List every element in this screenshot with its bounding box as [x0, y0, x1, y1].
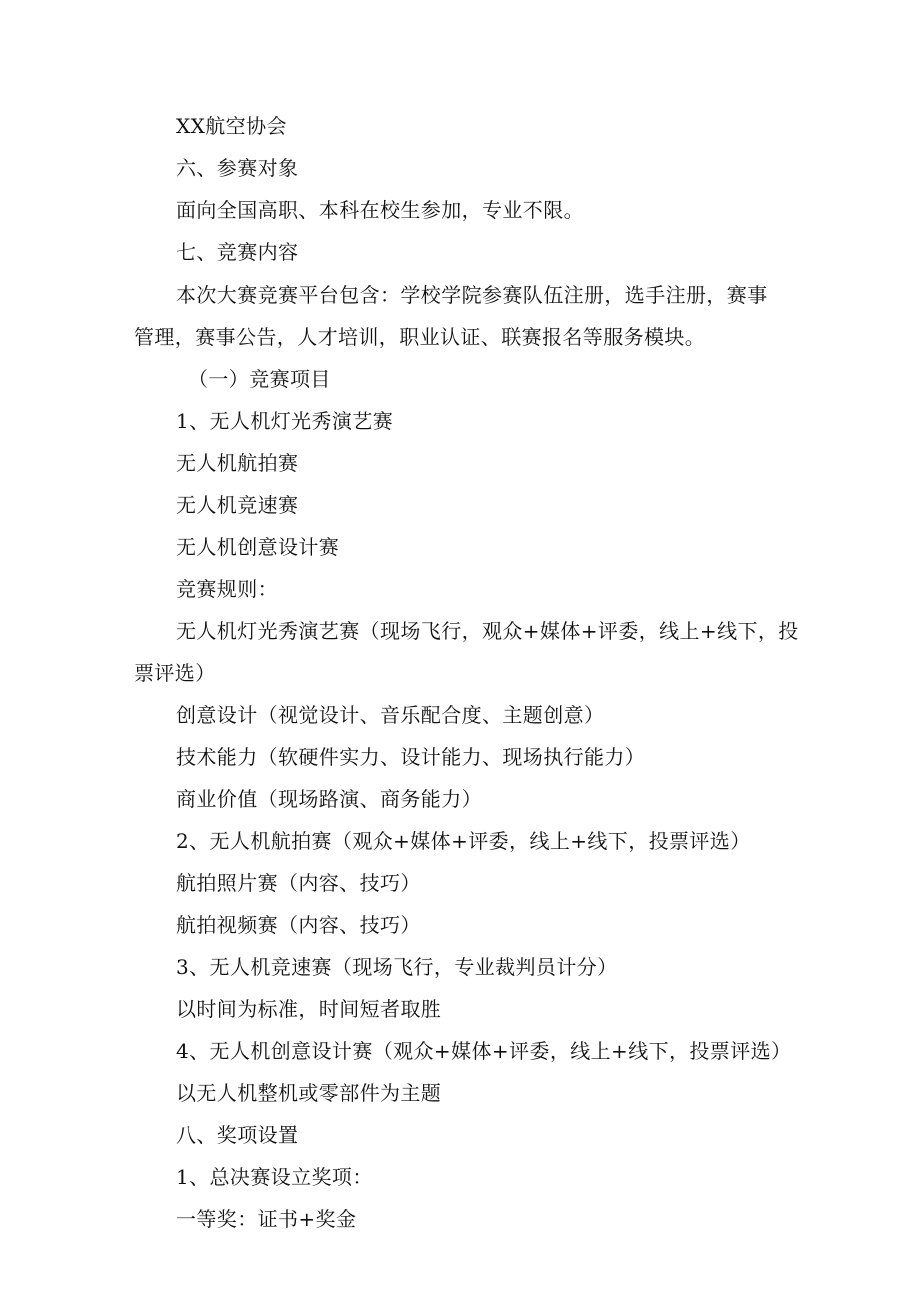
awards-finals-heading: 1、总决赛设立奖项： [176, 1165, 373, 1189]
paragraph-platform-line1: 本次大赛竞赛平台包含：学校学院参赛队伍注册，选手注册，赛事 [176, 283, 768, 307]
section-heading-awards: 八、奖项设置 [176, 1123, 299, 1147]
rule-light-show-line2: 票评选） [134, 661, 216, 685]
rule-aerial-photo: 2、无人机航拍赛（观众+媒体+评委，线上+线下，投票评选） [176, 829, 751, 853]
rule-racing: 3、无人机竞速赛（现场飞行，专业裁判员计分） [176, 955, 618, 979]
paragraph-participants: 面向全国高职、本科在校生参加，专业不限。 [176, 198, 584, 222]
event-item-racing: 无人机竞速赛 [176, 493, 299, 517]
criterion-commercial-value: 商业价值（现场路演、商务能力） [176, 787, 482, 811]
paragraph-platform-line2: 管理，赛事公告，人才培训，职业认证、联赛报名等服务模块。 [134, 325, 706, 349]
creative-design-theme: 以无人机整机或零部件为主题 [176, 1081, 442, 1105]
aerial-video-category: 航拍视频赛（内容、技巧） [176, 913, 421, 937]
rules-heading: 竞赛规则： [176, 577, 278, 601]
event-item-creative-design: 无人机创意设计赛 [176, 535, 340, 559]
event-item-light-show: 1、无人机灯光秀演艺赛 [176, 409, 394, 433]
section-heading-content: 七、竞赛内容 [176, 240, 299, 264]
rule-light-show-line1: 无人机灯光秀演艺赛（现场飞行，观众+媒体+评委，线上+线下，投 [176, 619, 799, 643]
rule-creative-design: 4、无人机创意设计赛（观众+媒体+评委，线上+线下，投票评选） [176, 1039, 792, 1063]
award-first-prize: 一等奖：证书+奖金 [176, 1207, 357, 1231]
racing-criterion: 以时间为标准，时间短者取胜 [176, 997, 442, 1021]
event-item-aerial-photo: 无人机航拍赛 [176, 451, 299, 475]
criterion-creative-design: 创意设计（视觉设计、音乐配合度、主题创意） [176, 703, 605, 727]
section-heading-participants: 六、参赛对象 [176, 156, 299, 180]
organizer-name: XX航空协会 [176, 114, 287, 138]
subsection-heading-events: （一）竞赛项目 [188, 367, 331, 391]
criterion-technical-ability: 技术能力（软硬件实力、设计能力、现场执行能力） [176, 745, 646, 769]
aerial-photo-category: 航拍照片赛（内容、技巧） [176, 871, 421, 895]
